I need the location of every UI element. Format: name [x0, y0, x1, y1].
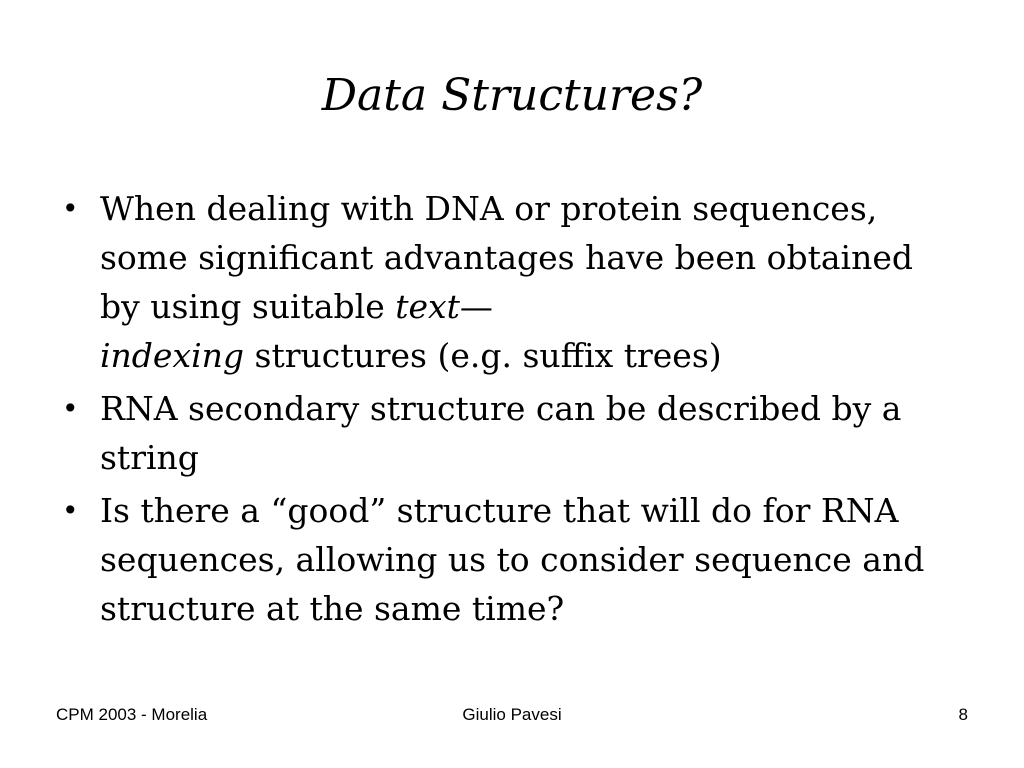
- footer-conference: CPM 2003 - Morelia: [56, 705, 208, 724]
- bullet-text-1-part2: structures (e.g. suffix trees): [244, 336, 722, 375]
- bullet-list: [60, 184, 960, 637]
- slide-title: Data Structures?: [321, 70, 703, 121]
- bullet-dot-icon: •: [62, 494, 79, 527]
- bullet-dot-icon: •: [62, 392, 79, 425]
- bullet-dot-icon: •: [62, 192, 79, 225]
- bullet-item-3: [60, 486, 960, 633]
- bullet-item-2: [60, 384, 960, 482]
- bullet-text-1-dash: —: [459, 287, 493, 326]
- bullet-text-1-italic-indexing: indexing: [100, 336, 245, 375]
- footer-author: Giulio Pavesi: [462, 705, 562, 724]
- bullet-text-1-part1: When dealing with DNA or protein sequences, some significant advantages have been obtained by using suitable: [100, 189, 913, 326]
- bullet-text-1-italic-text: text: [395, 287, 460, 326]
- footer-page-number: 8: [958, 705, 968, 724]
- bullet-text-3: Is there a “good” structure that will do for RNA sequences, allowing us to consider sequence and structure at the same time?: [100, 491, 925, 628]
- bullet-item-1: [60, 184, 960, 380]
- bullet-text-2: RNA secondary structure can be described by a string: [100, 389, 902, 477]
